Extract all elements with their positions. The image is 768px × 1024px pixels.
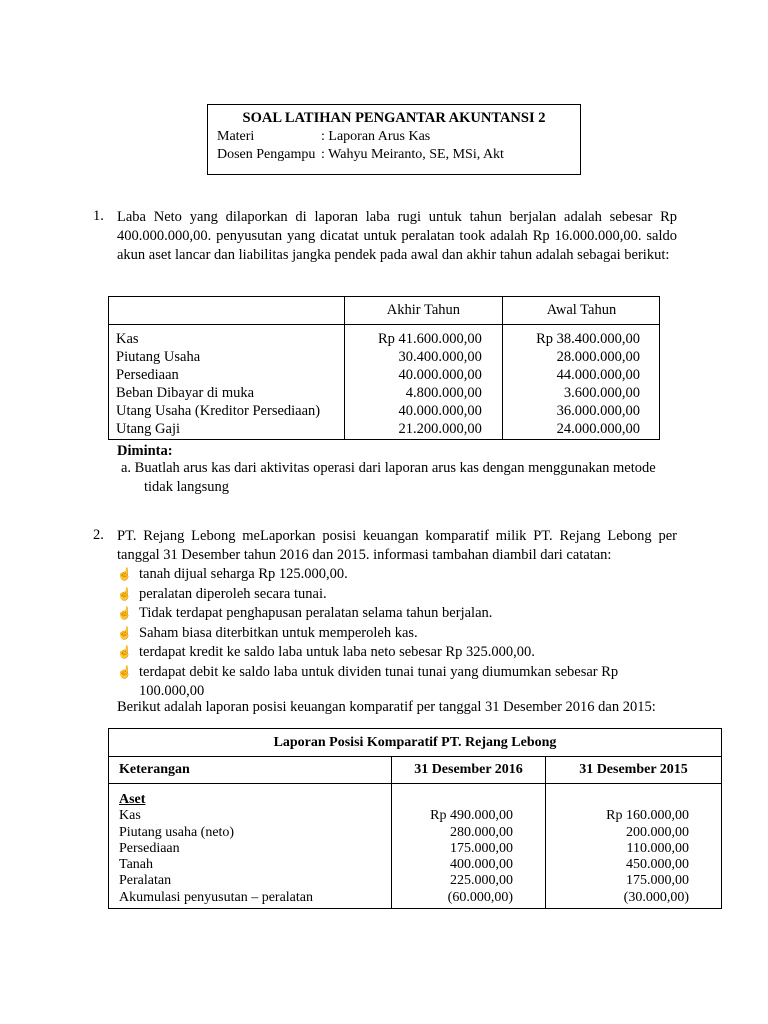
q2-bullet-item <box>117 643 677 663</box>
q2-table-header <box>109 757 722 784</box>
q2-row-2016: 225.000,00 <box>450 873 513 889</box>
header-box <box>207 104 581 175</box>
q2-bullet-item <box>117 585 677 605</box>
materi-row <box>217 129 430 145</box>
q1-row-akhir: 30.400.000,00 <box>398 349 482 365</box>
q2-table-body <box>109 784 722 909</box>
q1-row-akhir: 40.000.000,00 <box>398 367 482 383</box>
q1-row-awal: 24.000.000,00 <box>556 421 640 437</box>
col-keterangan: Keterangan <box>109 757 392 784</box>
q1-awal-cell <box>502 325 660 441</box>
hand-pointing-icon: ☝ <box>117 586 132 601</box>
q1-akhir-cell <box>344 325 502 441</box>
q1-table-header <box>108 296 660 325</box>
q2-bullet-item <box>117 565 677 585</box>
document-title: SOAL LATIHAN PENGANTAR AKUNTANSI 2 <box>242 110 546 126</box>
materi-label: Materi <box>217 129 255 144</box>
col-akhir-tahun: Akhir Tahun <box>344 296 502 325</box>
col-2016: 31 Desember 2016 <box>392 757 546 784</box>
q2-row-2016: 280.000,00 <box>450 824 513 840</box>
q2-bullet-text: Saham biasa diterbitkan untuk memperoleh kas. <box>139 624 418 641</box>
q2-row-2015: Rp 160.000,00 <box>606 808 689 824</box>
q2-bullet-text: tanah dijual seharga Rp 125.000,00. <box>139 566 348 582</box>
section-aset: Aset <box>119 792 146 807</box>
q2-row-2015: 110.000,00 <box>626 840 689 856</box>
q1-row-akhir: 4.800.000,00 <box>405 385 482 401</box>
q2-row-label: Piutang usaha (neto) <box>119 824 235 840</box>
question-2-number: 2. <box>93 527 104 543</box>
materi-value: : Laporan Arus Kas <box>321 129 431 144</box>
q2-bullet-text: terdapat kredit ke saldo laba untuk laba neto sebesar Rp 325.000,00. <box>139 644 535 660</box>
q2-2015-cell <box>546 784 722 909</box>
q1-row-label: Piutang Usaha <box>116 349 201 365</box>
question-2-text: PT. Rejang Lebong meLaporkan posisi keuangan komparatif milik PT. Rejang Lebong per tanggal 31 Desember tahun 2016 dan 2015. informasi tambahan diambil dari catatan: <box>117 528 677 563</box>
q1-row-label: Kas <box>116 331 139 347</box>
q1-labels-cell <box>108 325 344 441</box>
q2-bullet-item <box>117 663 677 702</box>
q1-row-awal: 3.600.000,00 <box>563 385 640 401</box>
q1-row-akhir: 21.200.000,00 <box>398 421 482 437</box>
q2-row-2015: 450.000,00 <box>626 857 689 873</box>
q2-row-label: Akumulasi penyusutan – peralatan <box>119 889 314 905</box>
q2-row-label: Tanah <box>119 857 154 873</box>
q2-row-2016: 175.000,00 <box>450 840 513 856</box>
hand-pointing-icon: ☝ <box>117 625 132 640</box>
q1-row-label: Utang Usaha (Kreditor Persediaan) <box>116 403 321 419</box>
q2-balance-table <box>108 728 722 909</box>
col-2015: 31 Desember 2015 <box>546 757 722 784</box>
q1-row-label: Persediaan <box>116 367 179 383</box>
hand-pointing-icon: ☝ <box>117 567 132 581</box>
col-awal-tahun: Awal Tahun <box>502 296 660 325</box>
q2-row-2016: (60.000,00) <box>447 889 513 905</box>
q2-table-title: Laporan Posisi Komparatif PT. Rejang Lebong <box>109 729 722 757</box>
q2-row-2015: 200.000,00 <box>626 824 689 840</box>
dosen-value: : Wahyu Meiranto, SE, MSi, Akt <box>321 147 504 162</box>
q2-row-label: Peralatan <box>119 873 172 889</box>
q2-bullet-list <box>117 565 677 702</box>
q1-row-awal: 36.000.000,00 <box>556 403 640 419</box>
q2-bullet-item <box>117 624 677 644</box>
q2-row-2015: (30.000,00) <box>623 889 689 905</box>
q1-row-awal: 28.000.000,00 <box>556 349 640 365</box>
hand-pointing-icon: ☝ <box>117 645 132 659</box>
q2-table-intro: Berikut adalah laporan posisi keuangan komparatif per tanggal 31 Desember 2016 dan 2015: <box>117 699 656 715</box>
diminta-item-a-cont: tidak langsung <box>144 479 229 495</box>
q1-row-label: Utang Gaji <box>116 421 181 437</box>
q2-bullet-text: Tidak terdapat penghapusan peralatan selama tahun berjalan. <box>139 605 493 621</box>
q2-table-title-row <box>109 729 722 757</box>
question-1-number: 1. <box>93 208 104 224</box>
diminta-label: Diminta: <box>117 443 173 459</box>
hand-pointing-icon: ☝ <box>117 664 132 679</box>
q2-row-label: Kas <box>119 808 141 824</box>
q2-row-2015: 175.000,00 <box>626 873 689 889</box>
q1-row-awal: 44.000.000,00 <box>556 367 640 383</box>
q1-row-label: Beban Dibayar di muka <box>116 385 255 401</box>
question-1-text: Laba Neto yang dilaporkan di laporan laba rugi untuk tahun berjalan adalah sebesar Rp 400.000.000,00. penyusutan yang dicatat untuk peralatan took adalah Rp 16.000.000,00. saldo akun aset lancar dan liabilitas jangka pendek pada awal dan akhir tahun adalah sebagai berikut: <box>117 209 677 263</box>
q1-table-body <box>108 325 660 441</box>
q2-bullet-item <box>117 604 677 624</box>
hand-pointing-icon: ☝ <box>117 606 132 620</box>
diminta-item-a: a. Buatlah arus kas dari aktivitas operasi dari laporan arus kas dengan menggunakan metode <box>121 460 656 476</box>
q2-labels-cell <box>109 784 392 909</box>
q2-row-2016: Rp 490.000,00 <box>430 808 513 824</box>
q2-bullet-text: peralatan diperoleh secara tunai. <box>139 585 327 602</box>
dosen-label: Dosen Pengampu <box>217 147 316 162</box>
q1-balance-table <box>108 296 660 440</box>
q2-2016-cell <box>392 784 546 909</box>
dosen-row <box>217 147 504 163</box>
q2-row-2016: 400.000,00 <box>450 857 513 873</box>
q2-bullet-text: terdapat debit ke saldo laba untuk dividen tunai tunai yang diumumkan sebesar Rp 100.000,00 <box>139 663 619 699</box>
q1-row-akhir: Rp 41.600.000,00 <box>378 331 482 347</box>
q2-row-label: Persediaan <box>119 840 180 856</box>
q1-row-awal: Rp 38.400.000,00 <box>536 331 640 347</box>
q1-row-akhir: 40.000.000,00 <box>398 403 482 419</box>
